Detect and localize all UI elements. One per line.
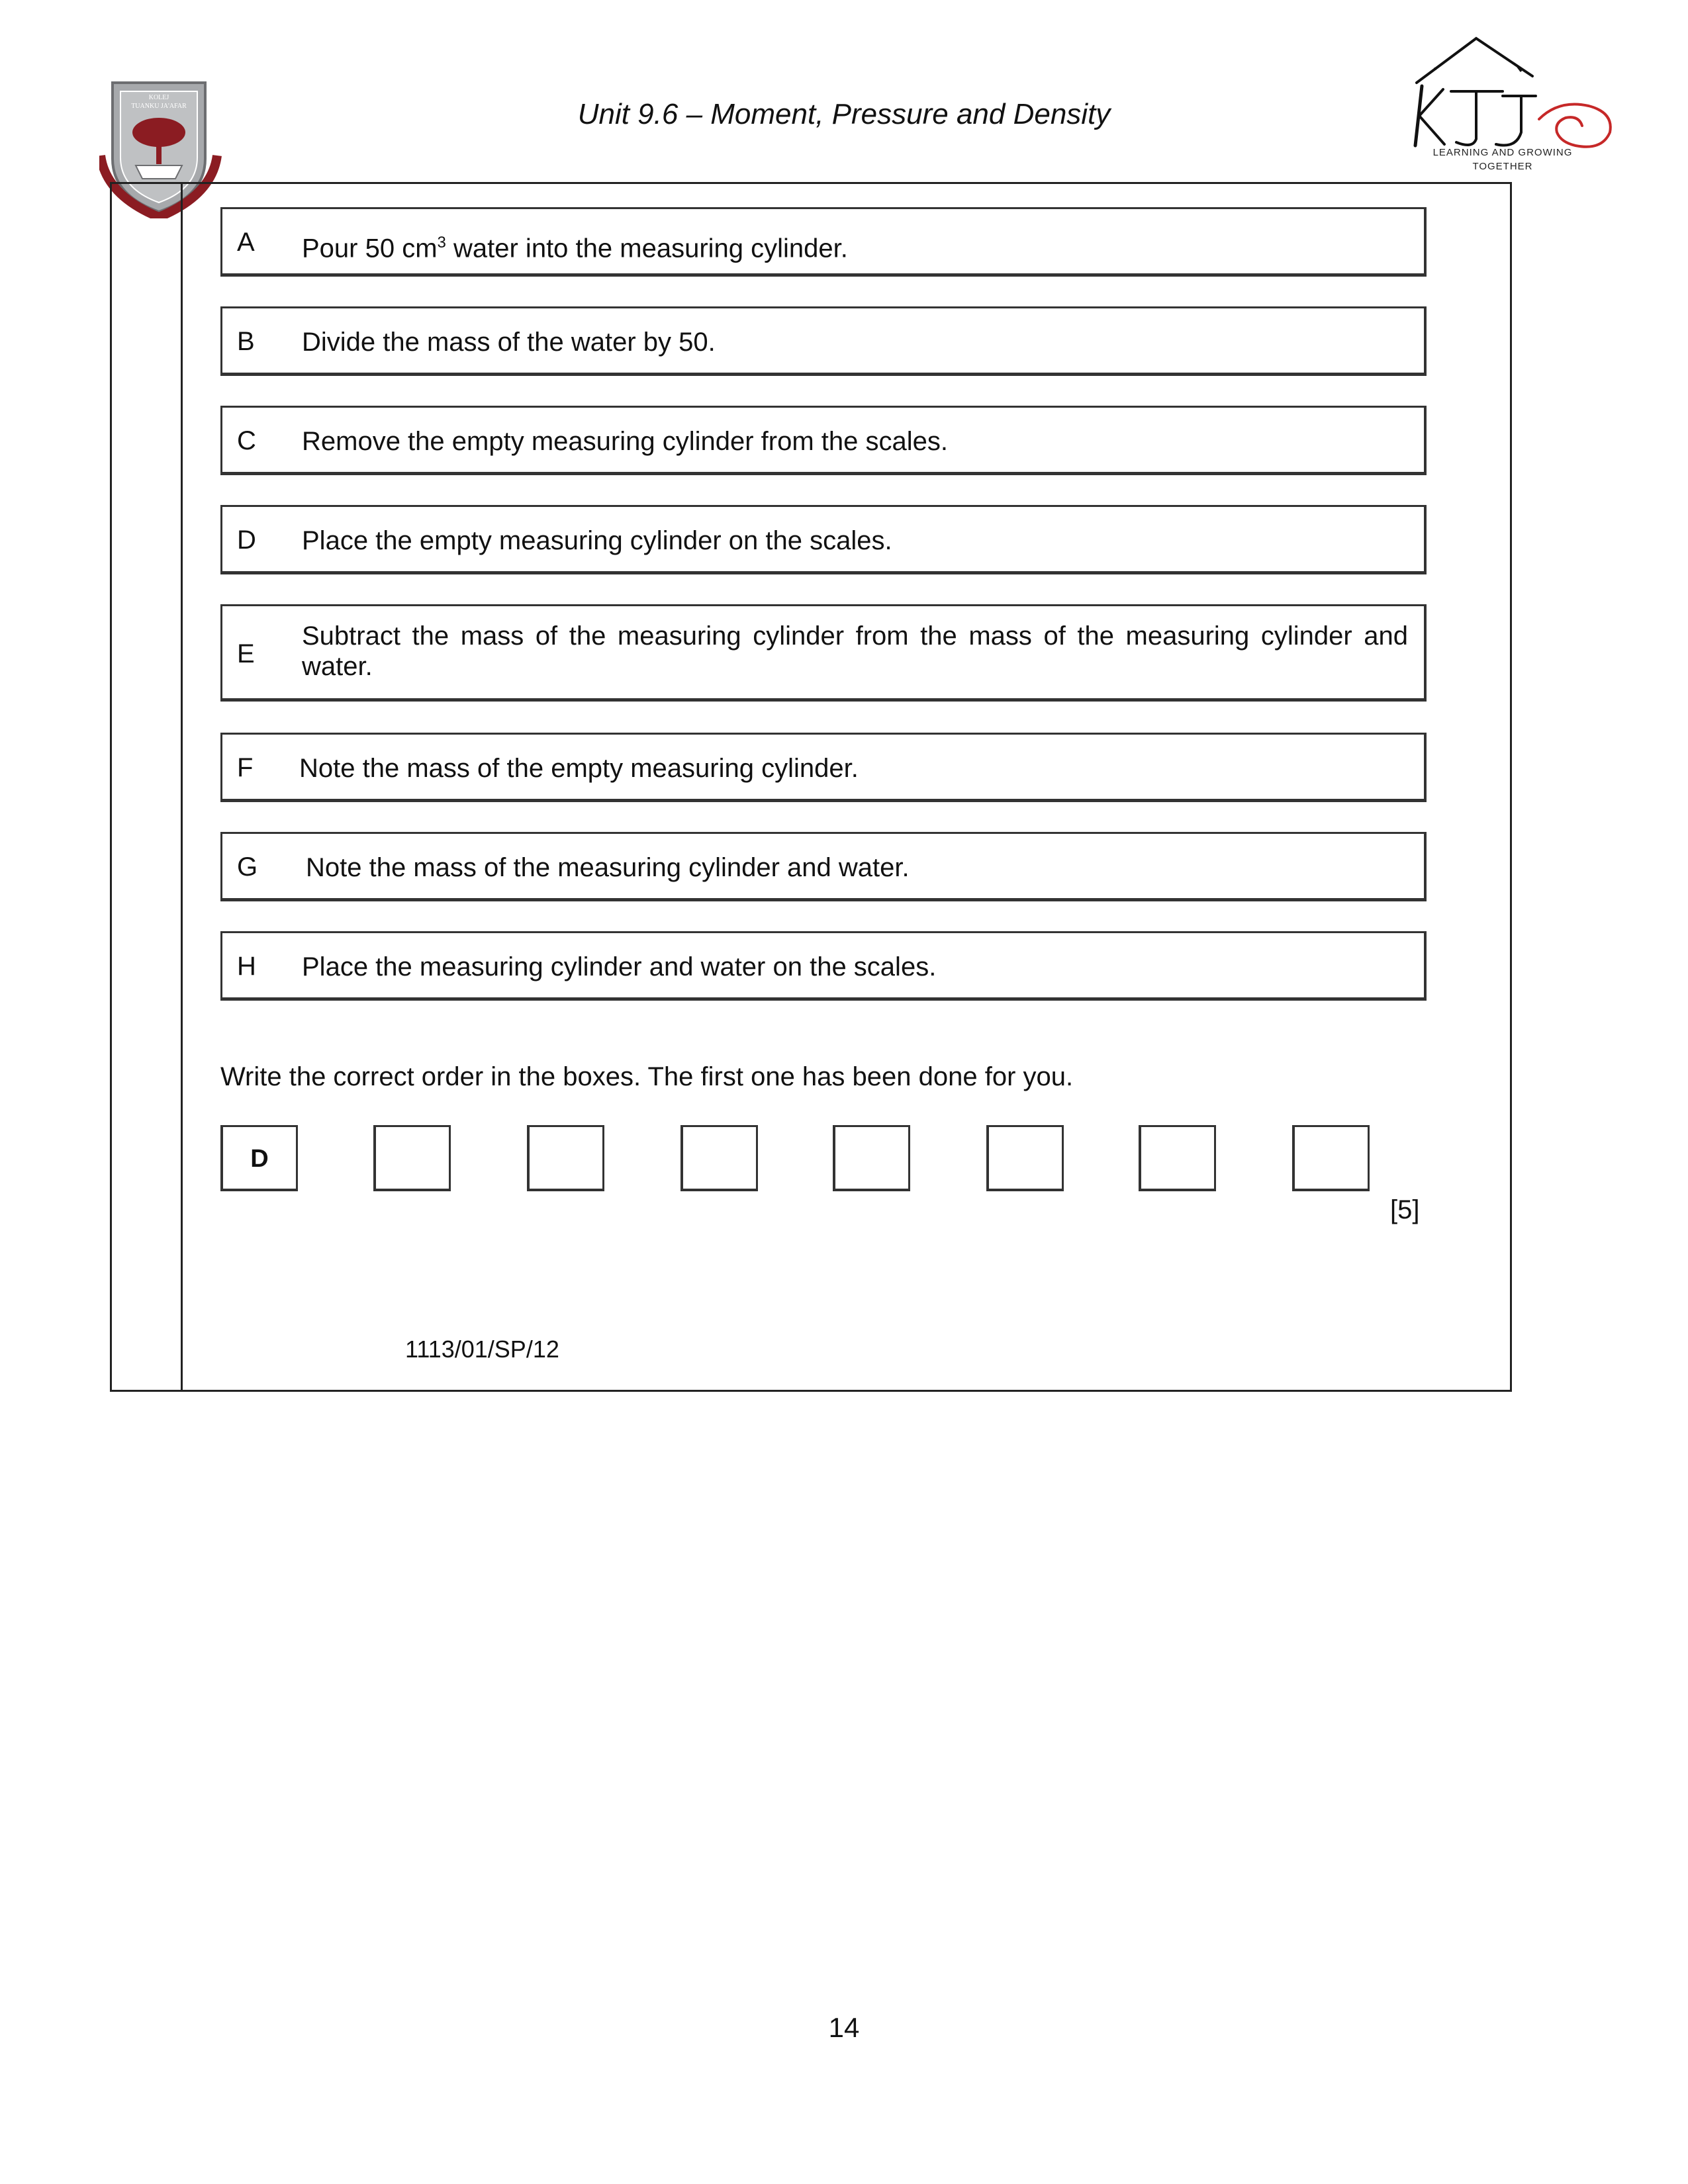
answer-box-7[interactable] xyxy=(1139,1125,1216,1191)
answer-box-1: D xyxy=(220,1125,298,1191)
answer-box-2[interactable] xyxy=(373,1125,451,1191)
option-text xyxy=(302,228,1408,263)
option-box-f xyxy=(220,733,1427,802)
option-box-a xyxy=(220,207,1427,277)
option-letter: B xyxy=(237,327,255,356)
option-text: Subtract the mass of the measuring cylinder from the mass of the measuring cylinder and water. xyxy=(302,621,1408,681)
option-text-part: Pour 50 cm xyxy=(302,234,438,263)
option-box-h xyxy=(220,931,1427,1001)
option-text: Remove the empty measuring cylinder from the scales. xyxy=(302,427,948,456)
marks-label: [5] xyxy=(1390,1195,1420,1224)
crest-text-1: KOLEJ xyxy=(148,94,169,101)
ktj-tagline-line2: TOGETHER xyxy=(1472,161,1533,172)
answer-box-8[interactable] xyxy=(1292,1125,1370,1191)
page-number: 14 xyxy=(828,2012,860,2043)
answer-box-5[interactable] xyxy=(833,1125,910,1191)
option-text: Note the mass of the empty measuring cylinder. xyxy=(299,754,859,783)
crest-text-2: TUANKU JA'AFAR xyxy=(131,103,187,110)
ktj-tagline-line1: LEARNING AND GROWING xyxy=(1432,147,1573,158)
page-title: Unit 9.6 – Moment, Pressure and Density xyxy=(577,98,1111,130)
answer-box-4[interactable] xyxy=(680,1125,758,1191)
option-letter: G xyxy=(237,852,258,882)
option-box-b xyxy=(220,306,1427,376)
exam-margin-line xyxy=(181,182,183,1392)
option-box-e xyxy=(220,604,1427,702)
answer-box-3[interactable] xyxy=(527,1125,604,1191)
option-text: Divide the mass of the water by 50. xyxy=(302,328,716,357)
instruction-text: Write the correct order in the boxes. The first one has been done for you. xyxy=(220,1062,1074,1091)
option-letter: E xyxy=(237,639,255,668)
option-text-part: water into the measuring cylinder. xyxy=(445,234,848,263)
option-text: Note the mass of the measuring cylinder and water. xyxy=(306,853,910,882)
option-box-g xyxy=(220,832,1427,901)
option-letter: F xyxy=(237,753,254,782)
option-box-d xyxy=(220,505,1427,574)
answer-box-6[interactable] xyxy=(986,1125,1064,1191)
option-letter: H xyxy=(237,952,256,981)
option-text: Place the measuring cylinder and water on the scales. xyxy=(302,952,937,981)
option-letter: D xyxy=(237,525,256,555)
superscript: 3 xyxy=(437,234,446,251)
option-letter: C xyxy=(237,426,256,455)
ktj-mark-text: KTJ xyxy=(1476,33,1477,34)
paper-code: 1113/01/SP/12 xyxy=(405,1336,559,1363)
option-letter: A xyxy=(237,228,255,257)
option-text: Place the empty measuring cylinder on the scales. xyxy=(302,526,892,555)
option-box-c xyxy=(220,406,1427,475)
